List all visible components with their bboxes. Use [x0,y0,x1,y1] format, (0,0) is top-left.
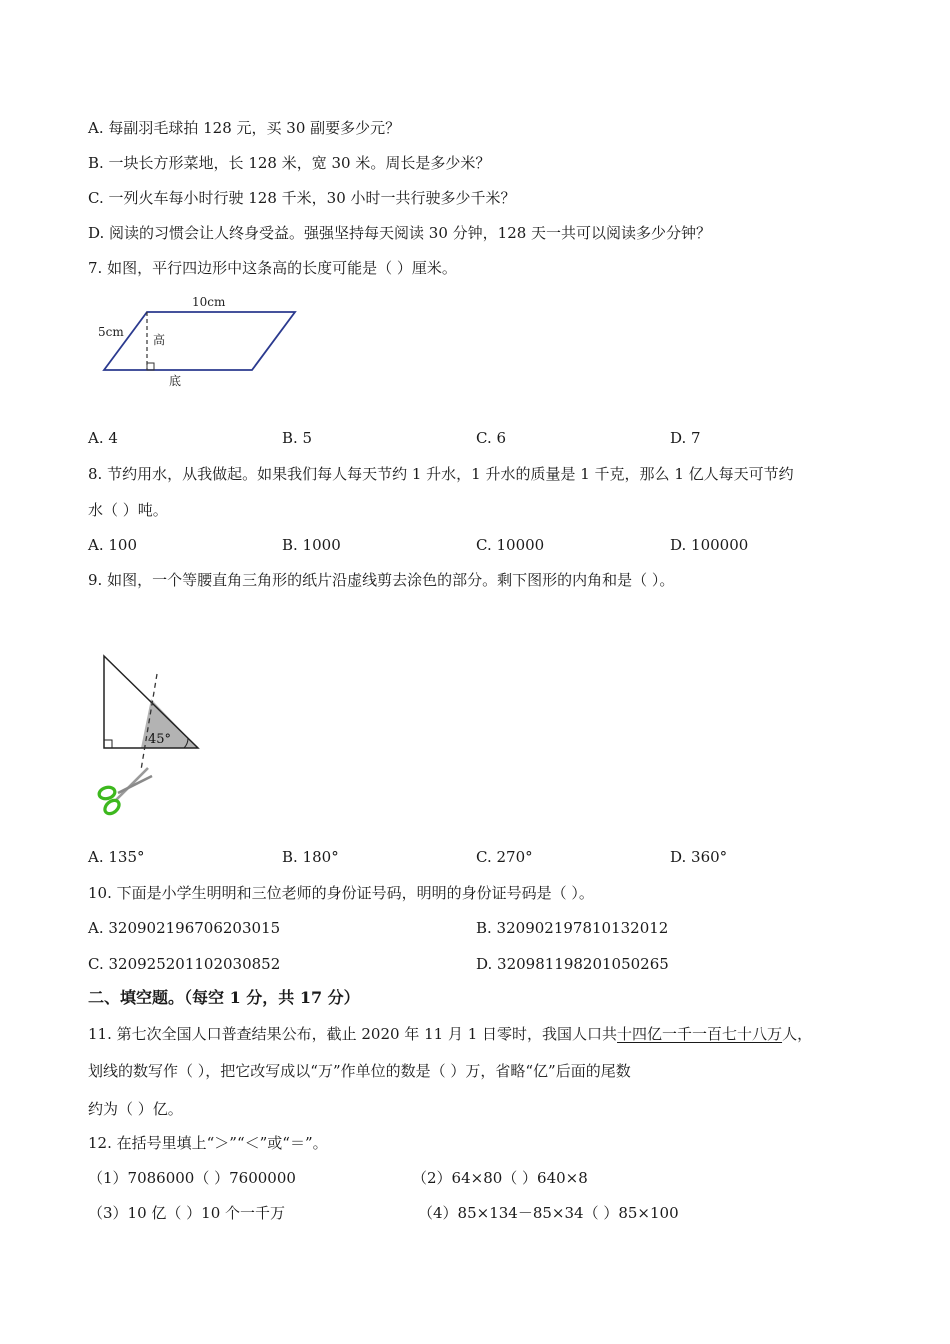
q7-option-b: B. 5 [282,429,313,447]
right-angle-mark [104,740,112,748]
q12-item-4: （4）85×134－85×34（ ）85×100 [418,1204,679,1222]
q7-option-c: C. 6 [476,429,507,447]
q9-option-d: D. 360° [670,848,728,866]
q9-option-a: A. 135° [88,848,145,866]
q8-stem-line1: 8. 节约用水，从我做起。如果我们每人每天节约 1 升水，1 升水的质量是 1 千克，那么 1 亿人每天可节约 [88,465,794,483]
q11-line1-suffix: 人， [782,1025,813,1043]
base-label: 底 [169,374,182,388]
q8-stem-line2: 水（ ）吨。 [88,501,168,519]
q10-stem: 10. 下面是小学生明明和三位老师的身份证号码，明明的身份证号码是（ ）。 [88,884,594,902]
q11-line3: 约为（ ）亿。 [88,1100,183,1118]
q6-option-d: D. 阅读的习惯会让人终身受益。强强坚持每天阅读 30 分钟，128 天一共可以阅读多少分钟？ [88,224,712,242]
q12-item-2: （2）64×80（ ）640×8 [412,1169,588,1187]
q10-option-c: C. 320925201102030852 [88,955,281,973]
q11-line1-prefix: 11. 第七次全国人口普查结果公布，截止 2020 年 11 月 1 日零时，我国人口共 [88,1025,618,1043]
q10-option-a: A. 320902196706203015 [88,919,281,937]
q9-stem: 9. 如图，一个等腰直角三角形的纸片沿虚线剪去涂色的部分。剩下图形的内角和是（ ）。 [88,571,675,589]
q7-option-a: A. 4 [88,429,118,447]
scissors-icon [98,768,152,816]
q7-stem: 7. 如图，平行四边形中这条高的长度可能是（ ）厘米。 [88,259,457,277]
top-label: 10cm [192,295,226,309]
q6-option-a: A. 每副羽毛球拍 128 元，买 30 副要多少元？ [88,119,401,137]
q8-option-d: D. 100000 [670,536,749,554]
q8-option-a: A. 100 [88,536,137,554]
parallelogram-shape [104,312,295,370]
q8-option-c: C. 10000 [476,536,545,554]
q11-underlined-number: 十四亿一千一百七十八万 [617,1025,783,1043]
angle-label: 45° [148,732,172,747]
q7-option-d: D. 7 [670,429,701,447]
height-label: 高 [153,333,166,347]
q8-option-b: B. 1000 [282,536,341,554]
q11-line2: 划线的数写作（ ），把它改写成以“万”作单位的数是（ ）万，省略“亿”后面的尾数 [88,1062,631,1080]
q6-option-b: B. 一块长方形菜地，长 128 米，宽 30 米。周长是多少米？ [88,154,491,172]
side-label: 5cm [98,325,124,339]
q10-option-d: D. 320981198201050265 [476,955,669,973]
q12-item-1: （1）7086000（ ）7600000 [88,1169,296,1187]
q7-parallelogram-figure [92,290,312,400]
q10-option-b: B. 320902197810132012 [476,919,669,937]
right-angle-mark [147,363,154,370]
q9-triangle-figure [90,650,220,825]
q12-item-3: （3）10 亿（ ）10 个一千万 [88,1204,286,1222]
q6-option-c: C. 一列火车每小时行驶 128 千米，30 小时一共行驶多少千米？ [88,189,516,207]
section2-heading: 二、填空题。（每空 1 分，共 17 分） [88,988,360,1007]
q9-option-c: C. 270° [476,848,533,866]
q12-stem: 12. 在括号里填上“＞”“＜”或“＝”。 [88,1134,328,1152]
q11-line1 [88,1024,812,1044]
q9-option-b: B. 180° [282,848,339,866]
